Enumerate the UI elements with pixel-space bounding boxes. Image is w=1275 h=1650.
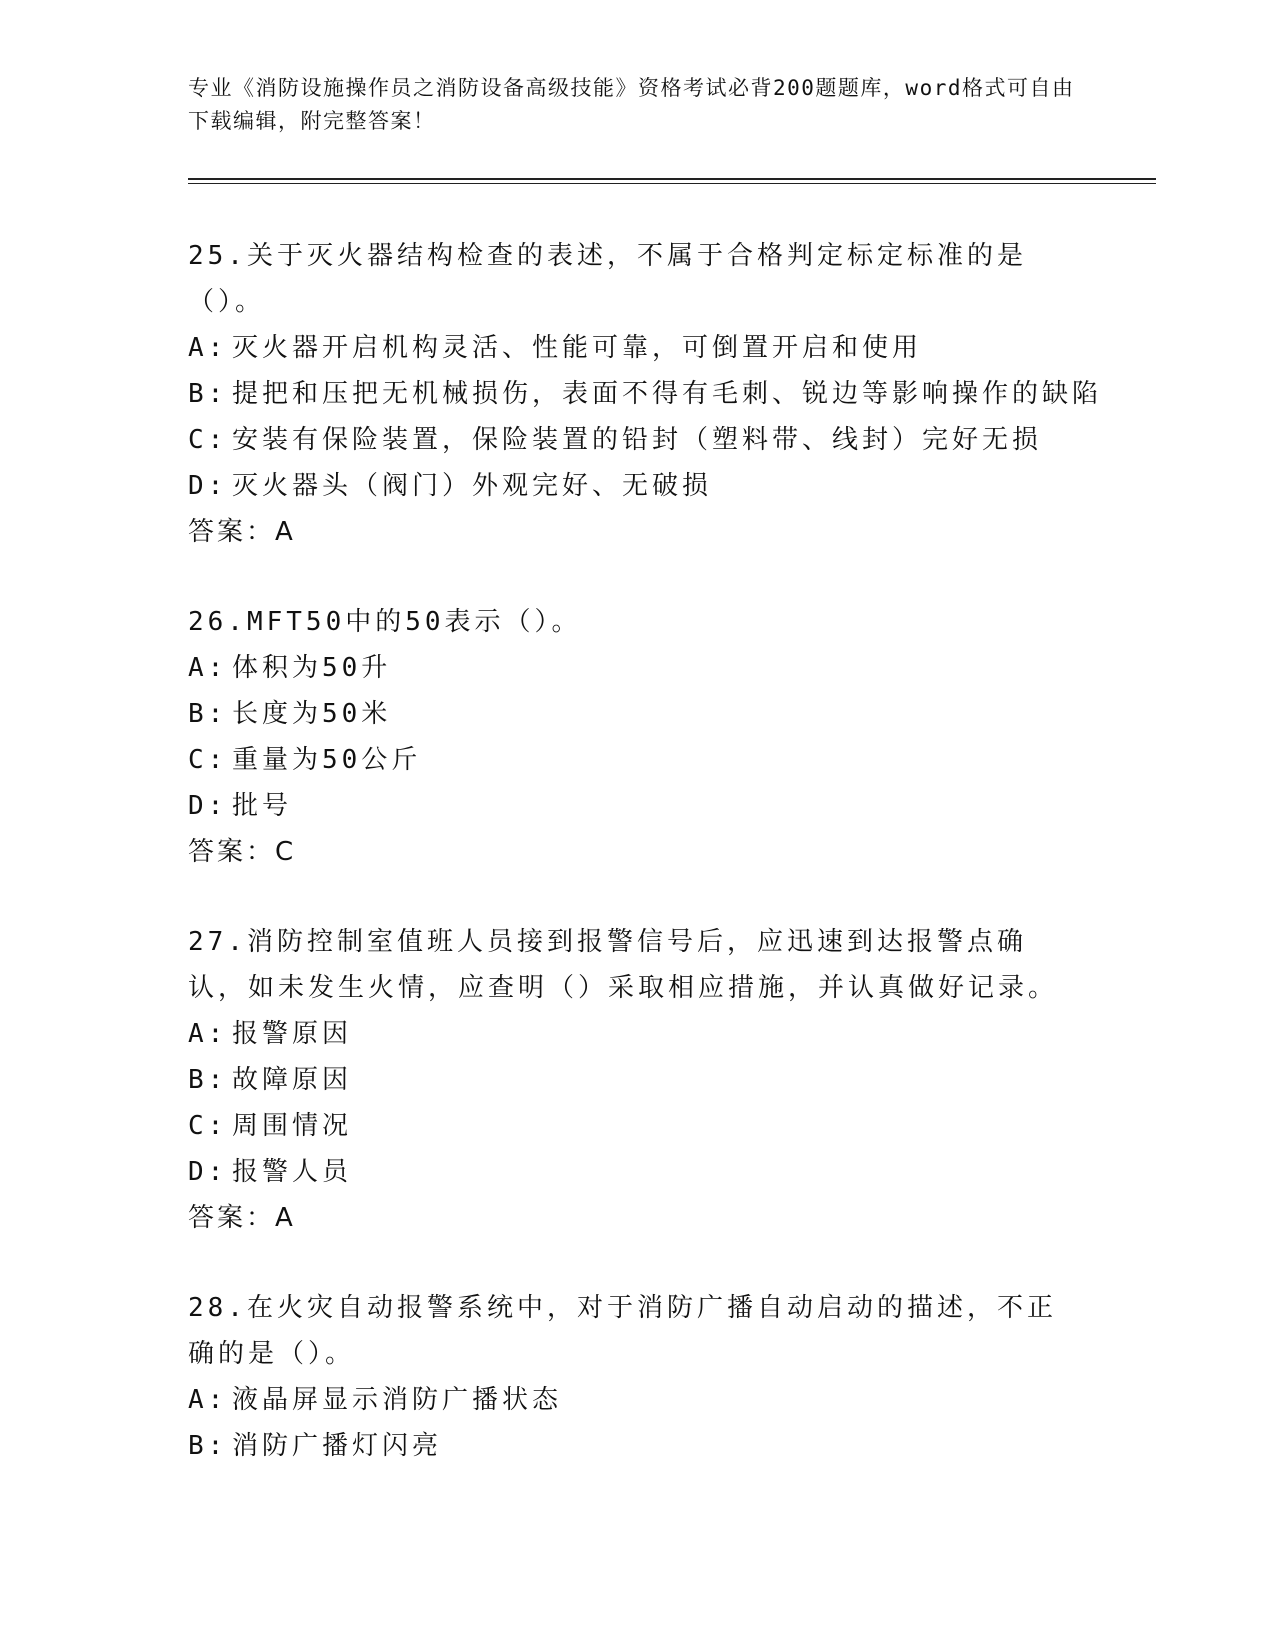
option-b [188,1423,1088,1469]
option-letter: A: [188,1385,228,1415]
header-divider [188,178,1156,184]
question-list [188,233,1103,1513]
option-text: 重量为50公斤 [232,745,422,775]
option-letter: C: [188,1111,228,1141]
option-letter: B: [188,1065,228,1095]
option-letter: A: [188,1019,228,1049]
option-letter: C: [188,425,228,455]
option-letter: D: [188,1157,228,1187]
option-text: 故障原因 [232,1065,353,1095]
option-text: 消防广播灯闪亮 [232,1431,443,1461]
option-text: 报警人员 [232,1157,353,1187]
option-letter: B: [188,699,228,729]
option-a [188,1011,1088,1057]
answer-line: 答案：A [188,1203,296,1233]
answer-line: 答案：A [188,517,296,547]
option-text: 灭火器开启机构灵活、性能可靠，可倒置开启和使用 [232,333,923,363]
question-28 [188,1285,1088,1469]
option-letter: B: [188,1431,228,1461]
question-stem: 26.MFT50中的50表示（）。 [188,607,582,637]
option-text: 安装有保险装置，保险装置的铅封（塑料带、线封）完好无损 [232,425,1043,455]
option-a [188,1377,1088,1423]
option-b [188,371,1103,417]
question-25 [188,233,1103,555]
option-text: 批号 [232,791,293,821]
option-text: 灭火器头（阀门）外观完好、无破损 [232,471,713,501]
option-d [188,463,1088,509]
answer-line: 答案：C [188,837,297,867]
option-text: 液晶屏显示消防广播状态 [232,1385,563,1415]
option-c [188,1103,1088,1149]
option-c [188,737,1088,783]
option-b [188,691,1088,737]
option-d [188,1149,1088,1195]
option-letter: A: [188,333,228,363]
question-26 [188,599,1088,875]
option-c [188,417,1088,463]
option-letter: D: [188,471,228,501]
option-text: 提把和压把无机械损伤，表面不得有毛刺、锐边等影响操作的缺陷 [232,379,1103,409]
option-text: 长度为50米 [232,699,392,729]
option-letter: D: [188,791,228,821]
document-header: 专业《消防设施操作员之消防设备高级技能》资格考试必背200题题库，word格式可自由下载编辑，附完整答案！ [188,76,1075,133]
option-letter: B: [188,379,228,409]
option-a [188,645,1088,691]
option-text: 周围情况 [232,1111,353,1141]
option-a [188,325,1088,371]
question-stem: 27.消防控制室值班人员接到报警信号后，应迅速到达报警点确认，如未发生火情，应查明（）采取相应措施，并认真做好记录。 [188,927,1059,1003]
question-stem: 25.关于灭火器结构检查的表述，不属于合格判定标定标准的是（）。 [188,241,1027,317]
option-d [188,783,1088,829]
question-stem: 28.在火灾自动报警系统中，对于消防广播自动启动的描述，不正确的是（）。 [188,1293,1057,1369]
question-27 [188,919,1088,1241]
option-text: 体积为50升 [232,653,392,683]
option-letter: C: [188,745,228,775]
option-text: 报警原因 [232,1019,353,1049]
option-letter: A: [188,653,228,683]
option-b [188,1057,1088,1103]
